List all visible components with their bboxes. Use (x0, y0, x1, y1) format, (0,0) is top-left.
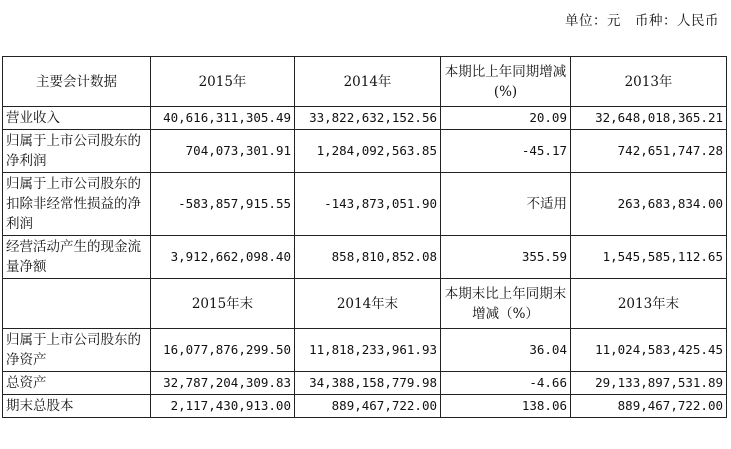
table-row (3, 130, 727, 173)
row-label: 经营活动产生的现金流量净额 (3, 236, 151, 279)
value-cell: -583,857,915.55 (151, 173, 295, 236)
table-row (3, 173, 727, 236)
value-cell: 不适用 (441, 173, 571, 236)
table-row (3, 395, 727, 418)
value-cell: 11,024,583,425.45 (571, 329, 727, 372)
value-cell: 263,683,834.00 (571, 173, 727, 236)
value-cell: 20.09 (441, 107, 571, 130)
value-cell: 1,284,092,563.85 (295, 130, 441, 173)
unit-label: 单位：元 (565, 13, 621, 29)
value-cell: 36.04 (441, 329, 571, 372)
value-cell: 3,912,662,098.40 (151, 236, 295, 279)
table-row (3, 329, 727, 372)
value-cell: 889,467,722.00 (571, 395, 727, 418)
header-cell (3, 279, 151, 329)
value-cell: 33,822,632,152.56 (295, 107, 441, 130)
table-row (3, 236, 727, 279)
value-cell: 742,651,747.28 (571, 130, 727, 173)
value-cell: 1,545,585,112.65 (571, 236, 727, 279)
value-cell: -143,873,051.90 (295, 173, 441, 236)
row-label: 营业收入 (3, 107, 151, 130)
header-cell: 2015年末 (151, 279, 295, 329)
header-cell: 本期比上年同期增减(%) (441, 57, 571, 107)
row-label: 期末总股本 (3, 395, 151, 418)
value-cell: 889,467,722.00 (295, 395, 441, 418)
header-cell: 2013年 (571, 57, 727, 107)
header-cell: 2014年 (295, 57, 441, 107)
value-cell: 704,073,301.91 (151, 130, 295, 173)
header-cell: 2014年末 (295, 279, 441, 329)
value-cell: 138.06 (441, 395, 571, 418)
value-cell: 32,648,018,365.21 (571, 107, 727, 130)
value-cell: 355.59 (441, 236, 571, 279)
row-label: 总资产 (3, 372, 151, 395)
key-accounting-data-table (2, 56, 727, 418)
header-cell: 本期末比上年同期末增减（%） (441, 279, 571, 329)
value-cell: 34,388,158,779.98 (295, 372, 441, 395)
row-label: 归属于上市公司股东的净资产 (3, 329, 151, 372)
currency-label: 币种：人民币 (635, 13, 719, 29)
value-cell: 858,810,852.08 (295, 236, 441, 279)
value-cell: 40,616,311,305.49 (151, 107, 295, 130)
value-cell: 2,117,430,913.00 (151, 395, 295, 418)
row-label: 归属于上市公司股东的扣除非经常性损益的净利润 (3, 173, 151, 236)
value-cell: -45.17 (441, 130, 571, 173)
value-cell: -4.66 (441, 372, 571, 395)
value-cell: 16,077,876,299.50 (151, 329, 295, 372)
value-cell: 11,818,233,961.93 (295, 329, 441, 372)
value-cell: 29,133,897,531.89 (571, 372, 727, 395)
row-label: 归属于上市公司股东的净利润 (3, 130, 151, 173)
unit-currency-line (565, 9, 719, 29)
table-header-row (3, 57, 727, 107)
table-subheader-row (3, 279, 727, 329)
value-cell: 32,787,204,309.83 (151, 372, 295, 395)
header-cell: 2015年 (151, 57, 295, 107)
header-cell: 主要会计数据 (3, 57, 151, 107)
table-row (3, 372, 727, 395)
header-cell: 2013年末 (571, 279, 727, 329)
table-row (3, 107, 727, 130)
